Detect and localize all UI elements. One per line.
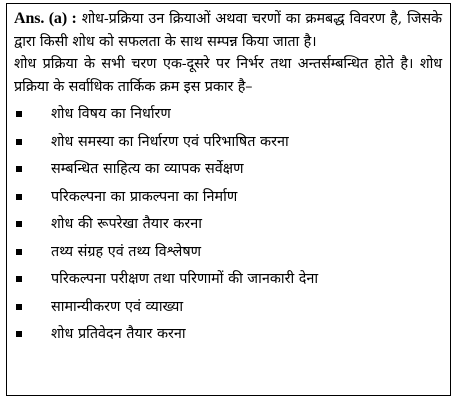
step-text: परिकल्पना का प्राकल्पना का निर्माण — [51, 188, 238, 205]
square-bullet-icon — [16, 139, 22, 145]
square-bullet-icon — [16, 331, 22, 337]
step-text: तथ्य संग्रह एवं तथ्य विश्लेषण — [51, 243, 202, 260]
square-bullet-icon — [16, 166, 22, 172]
list-item — [14, 266, 442, 294]
list-item — [14, 101, 442, 129]
steps-list — [14, 101, 442, 349]
step-text: सामान्यीकरण एवं व्याख्या — [51, 298, 184, 315]
square-bullet-icon — [16, 276, 22, 282]
step-text: शोध की रूपरेखा तैयार करना — [51, 216, 202, 232]
square-bullet-icon — [16, 194, 22, 200]
list-item — [14, 239, 442, 267]
step-text: शोध विषय का निर्धारण — [51, 106, 171, 122]
step-text: परिकल्पना परीक्षण तथा परिणामों की जानकारी देना — [51, 271, 319, 287]
answer-box — [6, 3, 451, 396]
list-item — [14, 156, 442, 184]
answer-intro-text: शोध-प्रक्रिया उन क्रियाओं अथवा चरणों का क्रमबद्ध विवरण है, जिसके द्वारा किसी शोध को सफलता के साथ सम्पन्न किया जाता है। — [14, 11, 442, 50]
answer-intro-paragraph — [14, 8, 442, 53]
answer-second-paragraph: शोध प्रक्रिया के सभी चरण एक-दूसरे पर निर्भर तथा अन्तर्सम्बन्धित होते है। शोध प्रक्रिया के सर्वाधिक तार्किक क्रम इस प्रकार है– — [14, 56, 442, 95]
list-item — [14, 211, 442, 239]
step-text: शोध प्रतिवेदन तैयार करना — [51, 326, 186, 342]
step-text: सम्बन्धित साहित्य का व्यापक सर्वेक्षण — [51, 161, 244, 177]
answer-label: Ans. (a) : — [14, 10, 77, 27]
square-bullet-icon — [16, 304, 22, 310]
list-item — [14, 294, 442, 322]
step-text: शोध समस्या का निर्धारण एवं परिभाषित करना — [51, 133, 289, 150]
square-bullet-icon — [16, 249, 22, 255]
list-item — [14, 321, 442, 349]
square-bullet-icon — [16, 111, 22, 117]
list-item — [14, 184, 442, 212]
square-bullet-icon — [16, 221, 22, 227]
list-item — [14, 129, 442, 157]
